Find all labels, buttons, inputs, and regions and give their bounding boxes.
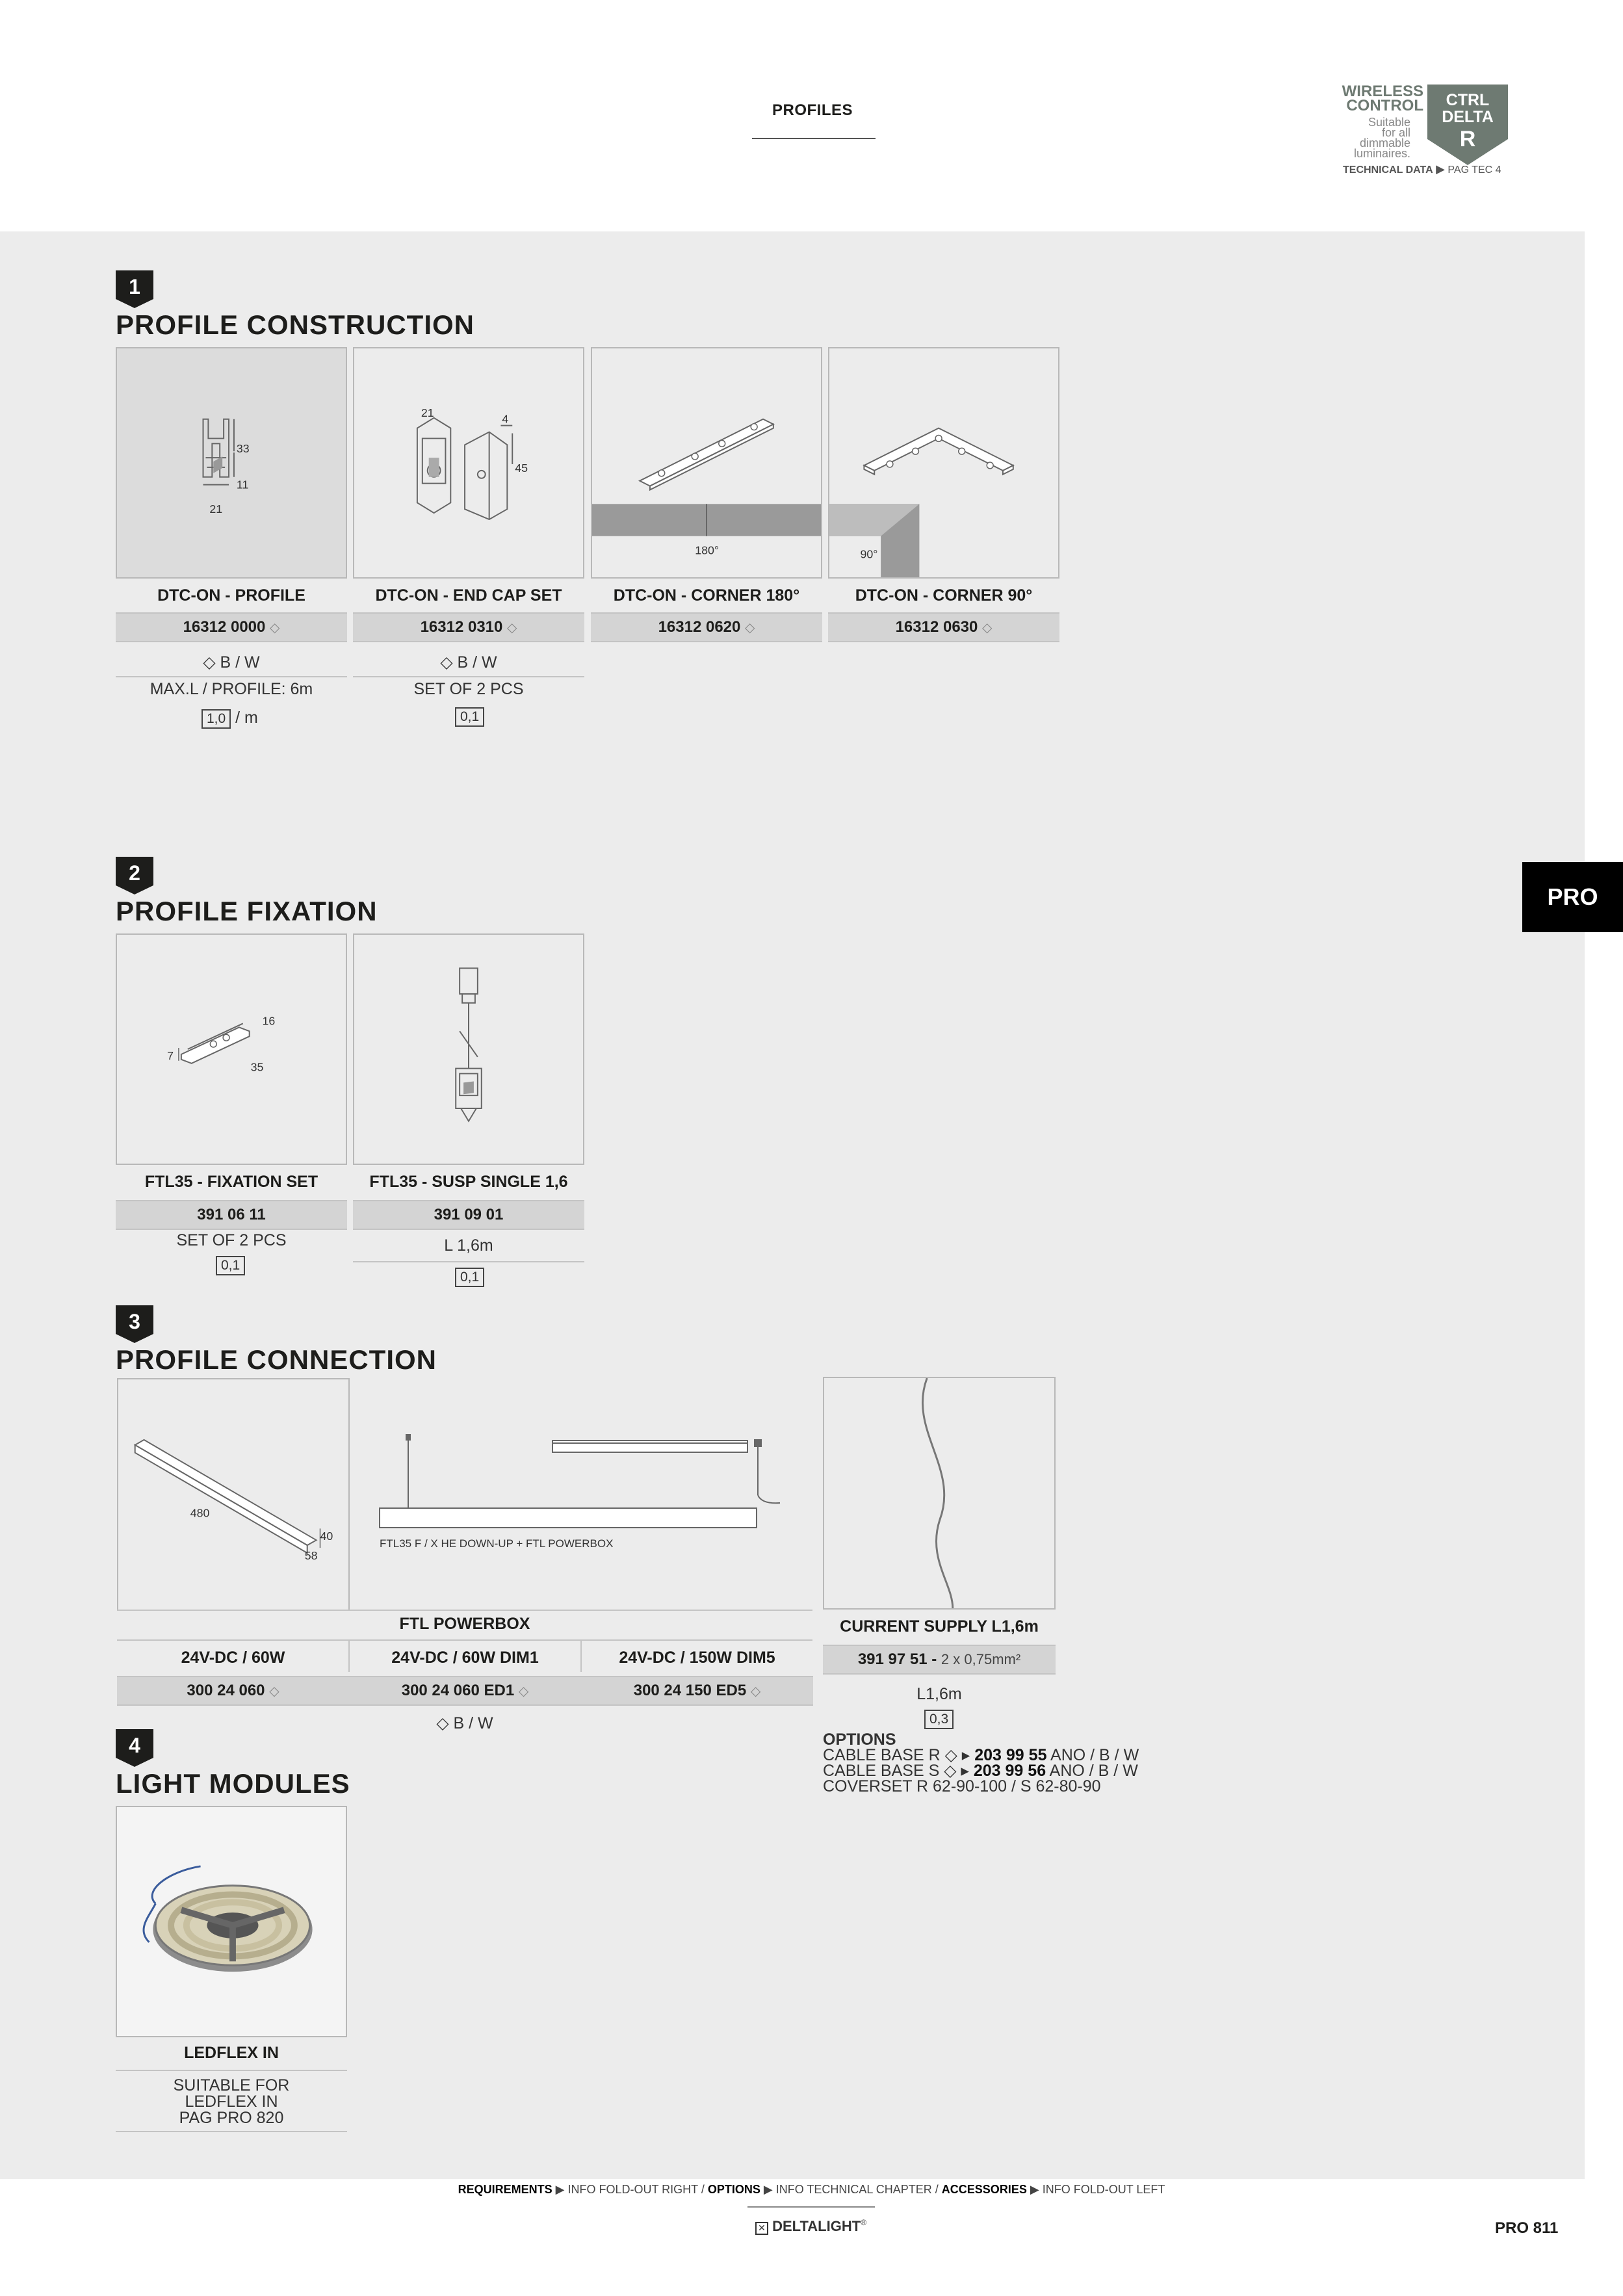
current-supply-qty-box: 0,3 [924,1710,954,1729]
logo-mark: ® [861,2218,867,2227]
badge-small-1: Suitable [1368,116,1410,129]
diamond-icon: ◇ [750,1684,761,1699]
code-text: 16312 0630 [895,618,978,636]
susp-single-note: L 1,6m [444,1236,493,1255]
divider [116,2131,347,2132]
shield-line-2: DELTA [1442,108,1494,126]
section-number-4 [116,1729,153,1767]
col-divider [580,1641,582,1672]
option-post: ANO / B / W [1050,1746,1139,1764]
product-name-corner-90: DTC-ON - CORNER 90° [855,586,1033,605]
product-name-profile: DTC-ON - PROFILE [157,586,305,605]
profile-qty [201,709,258,729]
ctrl-delta-shield-icon [1427,85,1508,165]
deltalight-logo [755,2218,866,2235]
corner-180-label: 180° [695,543,719,557]
option-coverset[interactable] [823,1779,1101,1795]
diamond-icon: ◇ [507,621,517,635]
option-pre: CABLE BASE R ◇ ▸ [823,1746,970,1764]
endcap-dim-height: 45 [515,461,528,475]
divider [116,2070,347,2071]
code-text: 16312 0620 [658,618,741,636]
tech-ref: PAG TEC 4 [1448,164,1501,176]
endcap-dim-width: 21 [421,406,434,419]
arrow-right-icon: ▶ [555,2183,565,2196]
ledflex-note-1: SUITABLE FOR [173,2076,290,2094]
powerbox-install-diagram [364,1417,793,1567]
current-supply-title: CURRENT SUPPLY L1,6m [840,1617,1039,1636]
ledflex-image [116,1806,347,2037]
title-underline [752,138,876,139]
footer-acc-text: INFO FOLD-OUT LEFT [1042,2183,1165,2196]
code-text: 300 24 150 ED5 [633,1682,747,1699]
product-code-susp-single[interactable]: 391 09 01 [353,1200,584,1230]
section-4-num-text: 4 [129,1734,140,1757]
section-1-num-text: 1 [129,275,140,298]
badge-small-3: dimmable [1359,137,1410,150]
profile-dim-lower: 11 [236,478,249,491]
corner-180-image [591,347,822,579]
shield-line-3: R [1459,127,1476,151]
shield-line-1: CTRL [1446,91,1490,109]
section-1-title: PROFILE CONSTRUCTION [116,309,474,340]
ledflex-note-2: LEDFLEX IN [185,2093,278,2111]
section-number-3 [116,1305,153,1343]
suspension-image [353,933,584,1165]
deltalight-mark-icon: ✕ [755,2222,768,2235]
fixation-set-note: SET OF 2 PCS [176,1231,287,1249]
fixation-dim-16: 16 [262,1014,276,1028]
current-supply-image [823,1377,1056,1610]
powerbox-code-60w[interactable] [117,1676,349,1706]
option-post: ANO / B / W [1049,1762,1138,1780]
end-cap-finish: ◇ B / W [440,653,497,672]
section-2-num-text: 2 [129,861,140,885]
qty-unit: / m [235,709,258,727]
section-2-title: PROFILE FIXATION [116,896,378,926]
footer-accessories: ACCESSORIES [941,2183,1027,2196]
product-code-corner-90[interactable] [828,612,1059,642]
badge-line-2: CONTROL [1346,97,1423,114]
code-text: 16312 0000 [183,618,266,636]
ledflex-note-3[interactable]: PAG PRO 820 [179,2109,284,2127]
arrow-right-icon: ▶ [763,2183,773,2196]
product-code-end-cap[interactable] [353,612,584,642]
fixation-set-image [116,933,347,1165]
badge-small-2: for all [1381,126,1410,139]
powerbox-code-150w-dim5[interactable] [581,1676,813,1706]
corner-90-image [828,347,1059,579]
badge-small-text [1339,117,1410,159]
section-number-1 [116,270,153,308]
current-supply-length: L1,6m [916,1685,962,1703]
tech-label: TECHNICAL DATA [1343,164,1433,176]
product-name-end-cap: DTC-ON - END CAP SET [375,586,562,605]
divider [353,1261,584,1262]
section-4-title: LIGHT MODULES [116,1768,350,1799]
profile-image [116,347,347,579]
logo-text: DELTALIGHT [772,2218,861,2234]
code-text: 300 24 060 ED1 [401,1682,515,1699]
footer-divider [747,2206,875,2208]
product-code-corner-180[interactable] [591,612,822,642]
fixation-dim-7: 7 [167,1049,174,1062]
product-code-profile[interactable] [116,612,347,642]
powerbox-code-60w-dim1[interactable] [349,1676,581,1706]
option-code: 203 99 55 [974,1746,1047,1764]
technical-data-link[interactable] [1343,163,1501,176]
current-supply-code[interactable] [823,1645,1056,1675]
footer-legend [0,2183,1623,2197]
powerbox-title: FTL POWERBOX [399,1615,530,1633]
arrow-right-icon: ▶ [1436,163,1445,176]
powerbox-dim-depth: 58 [304,1548,318,1562]
product-name-susp-single: FTL35 - SUSP SINGLE 1,6 [369,1173,568,1191]
badge-line-1: WIRELESS [1342,83,1423,100]
section-number-2 [116,857,153,894]
diamond-icon: ◇ [745,621,755,635]
install-caption: FTL35 F / X HE DOWN-UP + FTL POWERBOX [380,1537,614,1550]
options-title: OPTIONS [823,1730,896,1749]
col-divider [348,1641,350,1672]
footer-req-text: INFO FOLD-OUT RIGHT / [567,2183,705,2196]
end-cap-qty-box: 0,1 [455,707,484,727]
product-code-fixation-set[interactable]: 391 06 11 [116,1200,347,1230]
option-pre: COVERSET R 62-90-100 / S 62-80-90 [823,1777,1101,1795]
diamond-icon: ◇ [269,1684,279,1699]
powerbox-dim-length: 480 [190,1506,210,1520]
divider [117,1639,812,1641]
profile-max-length: MAX.L / PROFILE: 6m [149,680,313,698]
divider [117,1610,812,1611]
arrow-right-icon: ▶ [1030,2183,1039,2196]
ledflex-note [116,2078,347,2126]
divider [116,676,347,677]
section-tab-pro[interactable]: PRO [1522,862,1623,932]
profile-finish: ◇ B / W [203,653,260,672]
susp-single-qty-box: 0,1 [455,1268,484,1287]
code-text: 391 97 51 - [857,1650,937,1668]
qty-box: 1,0 [201,709,231,729]
profile-dim-height: 33 [236,442,250,456]
current-spec: 2 x 0,75mm² [941,1651,1021,1667]
fixation-dim-35: 35 [250,1060,264,1074]
product-name-corner-180: DTC-ON - CORNER 180° [613,586,800,605]
footer-options: OPTIONS [707,2183,760,2196]
powerbox-variant-150w-dim5: 24V-DC / 150W DIM5 [619,1649,775,1667]
diamond-icon: ◇ [270,621,280,635]
corner-90-label: 90° [860,547,878,561]
section-3-num-text: 3 [129,1310,140,1333]
footer-requirements: REQUIREMENTS [458,2183,552,2196]
diamond-icon: ◇ [518,1684,529,1699]
end-cap-set: SET OF 2 PCS [413,680,524,698]
option-pre: CABLE BASE S ◇ ▸ [823,1762,969,1780]
code-text: 300 24 060 [187,1682,265,1699]
powerbox-dim-height: 40 [320,1530,333,1543]
powerbox-variant-60w-dim1: 24V-DC / 60W DIM1 [391,1649,539,1667]
footer-opt-text: INFO TECHNICAL CHAPTER / [775,2183,939,2196]
badge-small-4: luminaires. [1353,147,1410,160]
section-3-title: PROFILE CONNECTION [116,1344,437,1375]
profile-dim-width: 21 [209,502,223,516]
wireless-control-label [1339,85,1423,113]
page-number: PRO 811 [1495,2219,1559,2237]
fixation-set-qty-box: 0,1 [216,1256,245,1275]
divider [353,676,584,677]
product-name-ledflex: LEDFLEX IN [184,2044,279,2062]
powerbox-image [117,1378,350,1611]
diamond-icon: ◇ [982,621,993,635]
powerbox-finish: ◇ B / W [436,1714,493,1732]
endcap-dim-depth: 4 [502,412,509,426]
product-name-fixation-set: FTL35 - FIXATION SET [144,1173,318,1191]
powerbox-variant-60w: 24V-DC / 60W [181,1649,285,1667]
page-title: PROFILES [772,101,853,119]
code-text: 16312 0310 [420,618,503,636]
option-code: 203 99 56 [973,1762,1046,1780]
end-cap-image [353,347,584,579]
